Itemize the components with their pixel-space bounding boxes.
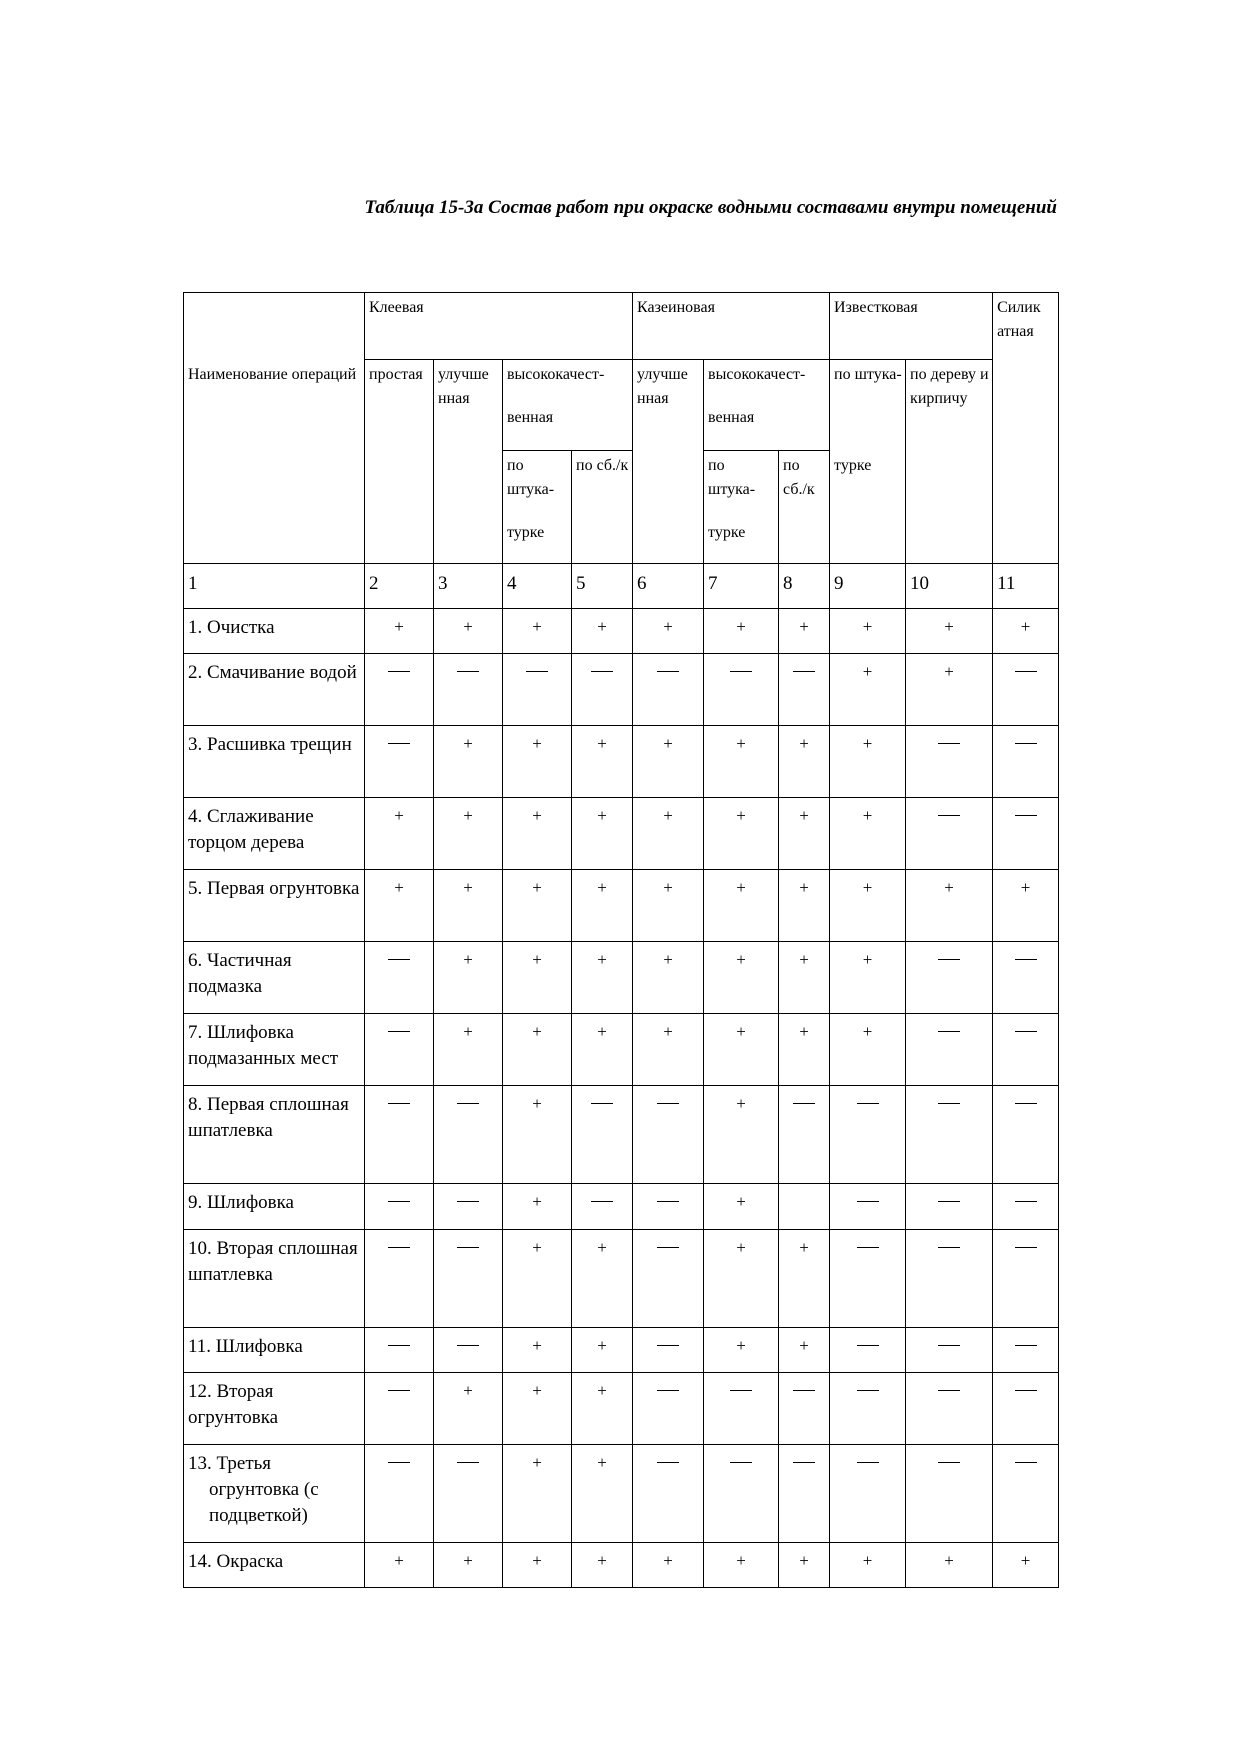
table-row (184, 1543, 1059, 1588)
dash-mark (906, 1014, 993, 1086)
dash-line (457, 1247, 479, 1248)
dash-mark (365, 1445, 434, 1543)
table-row (184, 870, 1059, 942)
dash-mark (906, 1086, 993, 1184)
table-row (184, 1445, 1059, 1543)
operation-name: 8. Первая сплошная шпатлевка (184, 1086, 365, 1184)
header-glue-hq-plaster-line1: по штука- (507, 457, 555, 498)
dash-line (457, 1462, 479, 1463)
dash-line (388, 1103, 410, 1104)
dash-line (388, 743, 410, 744)
table-row (184, 726, 1059, 798)
plus-mark: + (434, 609, 503, 654)
plus-mark: + (572, 1373, 633, 1445)
dash-mark (830, 1328, 906, 1373)
header-operations-label: Наименование операций (188, 365, 357, 383)
dash-line (1015, 1390, 1037, 1391)
dash-line (793, 1390, 815, 1391)
dash-mark (779, 654, 830, 726)
dash-mark (365, 654, 434, 726)
table-row (184, 1230, 1059, 1328)
column-number: 1 (184, 564, 365, 609)
table-row (184, 942, 1059, 1014)
dash-mark (572, 654, 633, 726)
plus-mark: + (503, 1328, 572, 1373)
dash-mark (704, 654, 779, 726)
dash-line (938, 743, 960, 744)
header-row-types (184, 360, 1059, 451)
plus-mark: + (633, 726, 704, 798)
dash-mark (906, 726, 993, 798)
dash-line (388, 1462, 410, 1463)
dash-mark (572, 1086, 633, 1184)
dash-mark (633, 654, 704, 726)
dash-mark (830, 1086, 906, 1184)
dash-mark (993, 1086, 1059, 1184)
plus-mark: + (365, 609, 434, 654)
plus-mark: + (830, 654, 906, 726)
works-table (183, 292, 1059, 1588)
header-glue-hq-board-label: по сб./к (576, 457, 629, 474)
plus-mark: + (434, 726, 503, 798)
operation-name: 5. Первая огрунтовка (184, 870, 365, 942)
plus-mark: + (633, 942, 704, 1014)
plus-mark: + (503, 1230, 572, 1328)
header-lime-wood-brick-bottom (906, 451, 993, 564)
plus-mark: + (993, 1543, 1059, 1588)
dash-mark (434, 1184, 503, 1230)
dash-line (938, 959, 960, 960)
dash-mark (365, 942, 434, 1014)
dash-line (657, 1345, 679, 1346)
plus-mark: + (572, 1445, 633, 1543)
plus-mark: + (365, 870, 434, 942)
dash-line (793, 671, 815, 672)
dash-line (793, 1103, 815, 1104)
dash-mark (704, 1445, 779, 1543)
plus-mark: + (704, 942, 779, 1014)
dash-mark (993, 942, 1059, 1014)
table-row (184, 1014, 1059, 1086)
plus-mark: + (633, 870, 704, 942)
operation-name: 4. Сглаживание торцом дерева (184, 798, 365, 870)
dash-line (457, 1201, 479, 1202)
header-silicate-mid (993, 360, 1059, 451)
dash-mark (830, 1230, 906, 1328)
dash-line (591, 1103, 613, 1104)
plus-mark: + (365, 798, 434, 870)
plus-mark: + (830, 1014, 906, 1086)
plus-mark: + (779, 1014, 830, 1086)
dash-line (388, 1031, 410, 1032)
header-group-glue (365, 293, 633, 360)
plus-mark: + (434, 870, 503, 942)
column-number: 3 (434, 564, 503, 609)
dash-line (1015, 1031, 1037, 1032)
plus-mark: + (830, 942, 906, 1014)
header-operations-top (184, 293, 365, 360)
dash-line (1015, 671, 1037, 672)
plus-mark: + (830, 1543, 906, 1588)
header-lime-plaster-line1: по штука- (834, 366, 902, 383)
plus-mark: + (633, 798, 704, 870)
table-row (184, 1373, 1059, 1445)
dash-mark (779, 1086, 830, 1184)
operation-name: 7. Шлифовка подмазанных мест (184, 1014, 365, 1086)
dash-mark (906, 1230, 993, 1328)
plus-mark: + (434, 1543, 503, 1588)
header-glue-hq (503, 360, 633, 451)
header-casein-hq-board (779, 451, 830, 564)
dash-mark (503, 654, 572, 726)
dash-mark (365, 1184, 434, 1230)
plus-mark: + (704, 1184, 779, 1230)
header-casein-hq-plaster-line1: по штука- (708, 457, 756, 498)
plus-mark: + (503, 1445, 572, 1543)
operation-name: 14. Окраска (184, 1543, 365, 1588)
column-number: 5 (572, 564, 633, 609)
dash-line (657, 1201, 679, 1202)
plus-mark: + (572, 1230, 633, 1328)
header-casein-hq-plaster-line2: турке (708, 524, 746, 541)
plus-mark: + (572, 726, 633, 798)
dash-line (793, 1462, 815, 1463)
dash-mark (633, 1230, 704, 1328)
dash-line (457, 1345, 479, 1346)
dash-mark (365, 1014, 434, 1086)
dash-line (730, 1390, 752, 1391)
header-row-groups (184, 293, 1059, 360)
dash-line (1015, 1201, 1037, 1202)
dash-line (591, 1201, 613, 1202)
header-silicate-bottom (993, 451, 1059, 564)
dash-line (526, 671, 548, 672)
operation-name: 6. Частичная подмазка (184, 942, 365, 1014)
header-casein-hq (704, 360, 830, 451)
dash-mark (993, 1014, 1059, 1086)
dash-line (857, 1345, 879, 1346)
dash-line (938, 1247, 960, 1248)
dash-mark (633, 1373, 704, 1445)
dash-line (1015, 743, 1037, 744)
dash-mark (906, 1445, 993, 1543)
dash-line (857, 1462, 879, 1463)
dash-mark (633, 1184, 704, 1230)
header-glue-hq-plaster-line2: турке (507, 524, 545, 541)
plus-mark: + (572, 1014, 633, 1086)
dash-line (657, 1390, 679, 1391)
dash-line (857, 1201, 879, 1202)
header-glue-hq-plaster (503, 451, 572, 564)
plus-mark: + (503, 942, 572, 1014)
plus-mark: + (906, 654, 993, 726)
table-row (184, 654, 1059, 726)
header-lime-plaster-line2: турке (834, 456, 872, 474)
plus-mark: + (503, 1543, 572, 1588)
dash-mark (434, 1328, 503, 1373)
plus-mark: + (830, 609, 906, 654)
plus-mark: + (704, 1328, 779, 1373)
header-casein-hq-board-label: по сб./к (783, 457, 815, 498)
dash-line (388, 1345, 410, 1346)
plus-mark: + (779, 798, 830, 870)
dash-mark (633, 1445, 704, 1543)
plus-mark: + (704, 870, 779, 942)
plus-mark: + (779, 1328, 830, 1373)
dash-line (938, 1201, 960, 1202)
dash-mark (993, 1230, 1059, 1328)
header-casein-hq-line2: венная (708, 409, 755, 426)
header-glue-simple (365, 360, 434, 451)
dash-mark (993, 1445, 1059, 1543)
dash-line (388, 959, 410, 960)
plus-mark: + (906, 870, 993, 942)
plus-mark: + (572, 942, 633, 1014)
dash-mark (830, 1373, 906, 1445)
plus-mark: + (704, 798, 779, 870)
header-glue-simple-label: простая (369, 366, 423, 383)
plus-mark: + (779, 870, 830, 942)
header-group-glue-label: Клеевая (369, 299, 424, 316)
plus-mark: + (704, 1543, 779, 1588)
header-group-silicate (993, 293, 1059, 360)
header-group-casein-label: Казеиновая (637, 299, 715, 316)
dash-line (1015, 959, 1037, 960)
header-lime-plaster-bottom (830, 451, 906, 564)
dash-mark (906, 1328, 993, 1373)
header-casein-improved (633, 360, 704, 451)
header-casein-improved-label: улучше нная (637, 366, 688, 407)
header-glue-hq-board (572, 451, 633, 564)
dash-mark (906, 1184, 993, 1230)
operation-name: 9. Шлифовка (184, 1184, 365, 1230)
dash-line (591, 671, 613, 672)
operation-name: 10. Вторая сплошная шпатлевка (184, 1230, 365, 1328)
plus-mark: + (779, 609, 830, 654)
dash-line (388, 1247, 410, 1248)
dash-mark (633, 1086, 704, 1184)
header-glue-hq-line2: венная (507, 409, 554, 426)
dash-line (1015, 1103, 1037, 1104)
dash-line (730, 671, 752, 672)
operation-name: 3. Расшивка трещин (184, 726, 365, 798)
dash-line (657, 1462, 679, 1463)
dash-line (730, 1462, 752, 1463)
dash-line (857, 1390, 879, 1391)
header-group-lime-label: Известковая (834, 299, 918, 316)
column-number: 11 (993, 564, 1059, 609)
plus-mark: + (704, 726, 779, 798)
dash-line (657, 671, 679, 672)
header-glue-improved-bottom (434, 451, 503, 564)
dash-mark (906, 1373, 993, 1445)
dash-line (1015, 815, 1037, 816)
dash-mark (434, 1230, 503, 1328)
dash-mark (779, 1445, 830, 1543)
column-number: 8 (779, 564, 830, 609)
dash-line (1015, 1247, 1037, 1248)
plus-mark: + (993, 609, 1059, 654)
dash-mark (993, 1184, 1059, 1230)
header-operations-bottom (184, 451, 365, 564)
dash-mark (434, 1086, 503, 1184)
operation-name: 2. Смачивание водой (184, 654, 365, 726)
dash-mark (365, 726, 434, 798)
dash-mark (633, 1328, 704, 1373)
dash-line (388, 671, 410, 672)
column-number: 7 (704, 564, 779, 609)
header-casein-hq-plaster (704, 451, 779, 564)
plus-mark: + (704, 1014, 779, 1086)
dash-line (938, 1103, 960, 1104)
plus-mark: + (503, 609, 572, 654)
dash-line (657, 1103, 679, 1104)
plus-mark: + (779, 1230, 830, 1328)
operation-name: 11. Шлифовка (184, 1328, 365, 1373)
dash-mark (906, 942, 993, 1014)
dash-line (457, 671, 479, 672)
dash-line (457, 1103, 479, 1104)
dash-mark (830, 1445, 906, 1543)
header-lime-wood-brick (906, 360, 993, 451)
dash-line (388, 1390, 410, 1391)
plus-mark: + (503, 1086, 572, 1184)
table-row (184, 609, 1059, 654)
column-number: 10 (906, 564, 993, 609)
dash-mark (434, 654, 503, 726)
header-operations (184, 360, 365, 451)
operation-name: 1. Очистка (184, 609, 365, 654)
plus-mark: + (365, 1543, 434, 1588)
dash-mark (993, 798, 1059, 870)
table-row (184, 1328, 1059, 1373)
column-number: 6 (633, 564, 704, 609)
dash-mark (572, 1184, 633, 1230)
column-numbers-row (184, 564, 1059, 609)
plus-mark: + (779, 726, 830, 798)
plus-mark: + (503, 1184, 572, 1230)
plus-mark: + (503, 870, 572, 942)
plus-mark: + (572, 1328, 633, 1373)
dash-line (857, 1247, 879, 1248)
header-lime-plaster-top (830, 360, 906, 451)
plus-mark: + (503, 798, 572, 870)
plus-mark: + (633, 1014, 704, 1086)
dash-mark (830, 1184, 906, 1230)
plus-mark: + (906, 609, 993, 654)
operation-name: 12. Вторая огрунтовка (184, 1373, 365, 1445)
plus-mark: + (633, 1543, 704, 1588)
column-number: 9 (830, 564, 906, 609)
dash-mark (993, 726, 1059, 798)
dash-mark (993, 654, 1059, 726)
table-row (184, 1184, 1059, 1230)
header-group-lime (830, 293, 993, 360)
plus-mark: + (704, 1230, 779, 1328)
operation-name: 13. Третья огрунтовка (с подцветкой) (184, 1445, 365, 1543)
plus-mark: + (434, 1014, 503, 1086)
dash-mark (779, 1373, 830, 1445)
dash-mark (365, 1373, 434, 1445)
plus-mark: + (704, 1086, 779, 1184)
dash-line (938, 1031, 960, 1032)
dash-line (857, 1103, 879, 1104)
dash-mark (434, 1445, 503, 1543)
column-number: 4 (503, 564, 572, 609)
dash-mark (365, 1086, 434, 1184)
header-glue-improved (434, 360, 503, 451)
header-glue-hq-line1: высококачест- (507, 366, 605, 383)
plus-mark: + (704, 609, 779, 654)
plus-mark: + (779, 942, 830, 1014)
empty-mark (779, 1184, 830, 1230)
plus-mark: + (434, 942, 503, 1014)
plus-mark: + (503, 1373, 572, 1445)
plus-mark: + (434, 798, 503, 870)
plus-mark: + (830, 726, 906, 798)
header-group-silicate-label: Силик атная (997, 299, 1041, 340)
plus-mark: + (503, 1014, 572, 1086)
header-lime-wood-brick-label: по дереву и кирпичу (910, 366, 989, 407)
header-casein-improved-bottom (633, 451, 704, 564)
dash-mark (365, 1328, 434, 1373)
table-caption: Таблица 15-3а Состав работ при окраске водными составами внутри помещений (364, 197, 1057, 218)
dash-line (657, 1247, 679, 1248)
column-number: 2 (365, 564, 434, 609)
dash-line (938, 815, 960, 816)
plus-mark: + (906, 1543, 993, 1588)
dash-line (1015, 1462, 1037, 1463)
plus-mark: + (572, 609, 633, 654)
dash-mark (906, 798, 993, 870)
table-row (184, 798, 1059, 870)
dash-mark (704, 1373, 779, 1445)
plus-mark: + (434, 1373, 503, 1445)
dash-line (1015, 1345, 1037, 1346)
plus-mark: + (572, 1543, 633, 1588)
plus-mark: + (633, 609, 704, 654)
dash-mark (993, 1328, 1059, 1373)
dash-mark (365, 1230, 434, 1328)
plus-mark: + (503, 726, 572, 798)
header-glue-simple-bottom (365, 451, 434, 564)
dash-line (388, 1201, 410, 1202)
dash-mark (993, 1373, 1059, 1445)
dash-line (938, 1462, 960, 1463)
dash-line (938, 1345, 960, 1346)
header-glue-improved-label: улучше нная (438, 366, 489, 407)
plus-mark: + (993, 870, 1059, 942)
plus-mark: + (830, 870, 906, 942)
plus-mark: + (572, 798, 633, 870)
plus-mark: + (830, 798, 906, 870)
header-row-subtypes (184, 451, 1059, 564)
plus-mark: + (572, 870, 633, 942)
header-group-casein (633, 293, 830, 360)
plus-mark: + (779, 1543, 830, 1588)
header-casein-hq-line1: высококачест- (708, 366, 806, 383)
dash-line (938, 1390, 960, 1391)
table-row (184, 1086, 1059, 1184)
